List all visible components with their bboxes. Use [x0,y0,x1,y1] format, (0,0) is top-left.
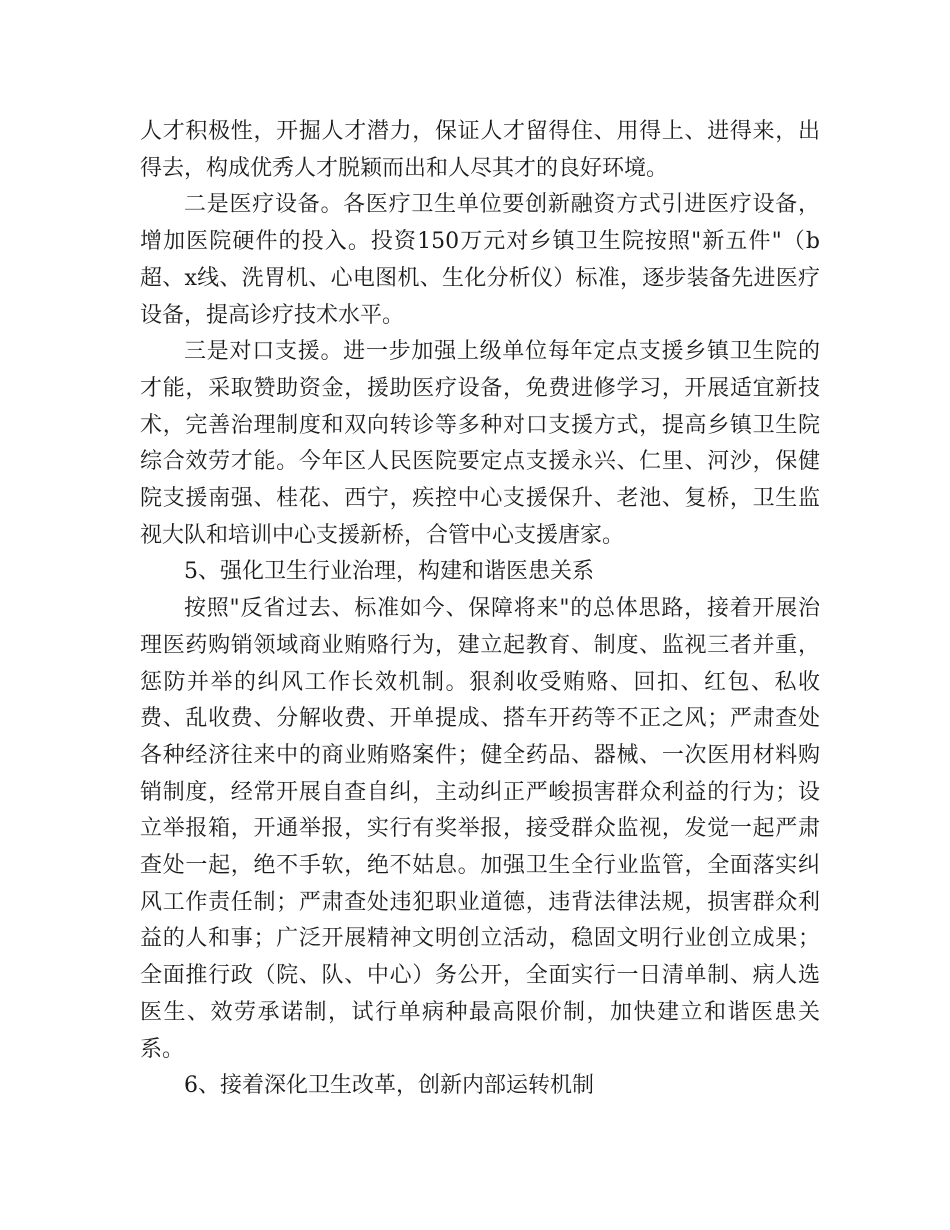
section-heading-6: 6、接着深化卫生改革，创新内部运转机制 [184,1073,594,1099]
paragraph-industry-governance: 按照"反省过去、标准如今、保障将来"的总体思路，接着开展治理医药购销领域商业贿赂行为，建立起教育、制度、监视三者并重，惩防并举的纠风工作长效机制。狠刹收受贿赂、回扣、红包、私收费、乱收费、分解收费、开单提成、搭车开药等不正之风；严肃查处各种经济往来中的商业贿赂案件；健全药品、器械、一次医用材料购销制度，经常开展自查自纠，主动纠正严峻损害群众利益的行为；设立举报箱，开通举报，实行有奖举报，接受群众监视，发觉一起严肃查处一起，绝不手软，绝不姑息。加强卫生全行业监管，全面落实纠风工作责任制；严肃查处违犯职业道德，违背法律法规，损害群众利益的人和事；广泛开展精神文明创立活动，稳固文明行业创立成果；全面推行政（院、队、中心）务公开，全面实行一日清单制、病人选医生、效劳承诺制，试行单病种最高限价制，加快建立和谐医患关系。 [140,596,820,1062]
paragraph-talent-environment: 人才积极性，开掘人才潜力，保证人才留得住、用得上、进得来，出得去，构成优秀人才脱颖而出和人尽其才的良好环境。 [140,119,820,181]
paragraph-counterpart-support: 三是对口支援。进一步加强上级单位每年定点支援乡镇卫生院的才能，采取赞助资金，援助医疗设备，免费进修学习，开展适宜新技术，完善治理制度和双向转诊等多种对口支援方式，提高乡镇卫生院综合效劳才能。今年区人民医院要定点支援永兴、仁里、河沙，保健院支援南强、桂花、西宁，疾控中心支援保升、老池、复桥，卫生监视大队和培训中心支援新桥，合管中心支援唐家。 [140,339,820,548]
document-body [140,114,820,1105]
section-heading-5: 5、强化卫生行业治理，构建和谐医患关系 [184,559,594,585]
paragraph-medical-equipment: 二是医疗设备。各医疗卫生单位要创新融资方式引进医疗设备，增加医院硬件的投入。投资150万元对乡镇卫生院按照"新五件"（b超、x线、洗胃机、心电图机、生化分析仪）标准，逐步装备先进医疗设备，提高诊疗技术水平。 [140,192,820,328]
